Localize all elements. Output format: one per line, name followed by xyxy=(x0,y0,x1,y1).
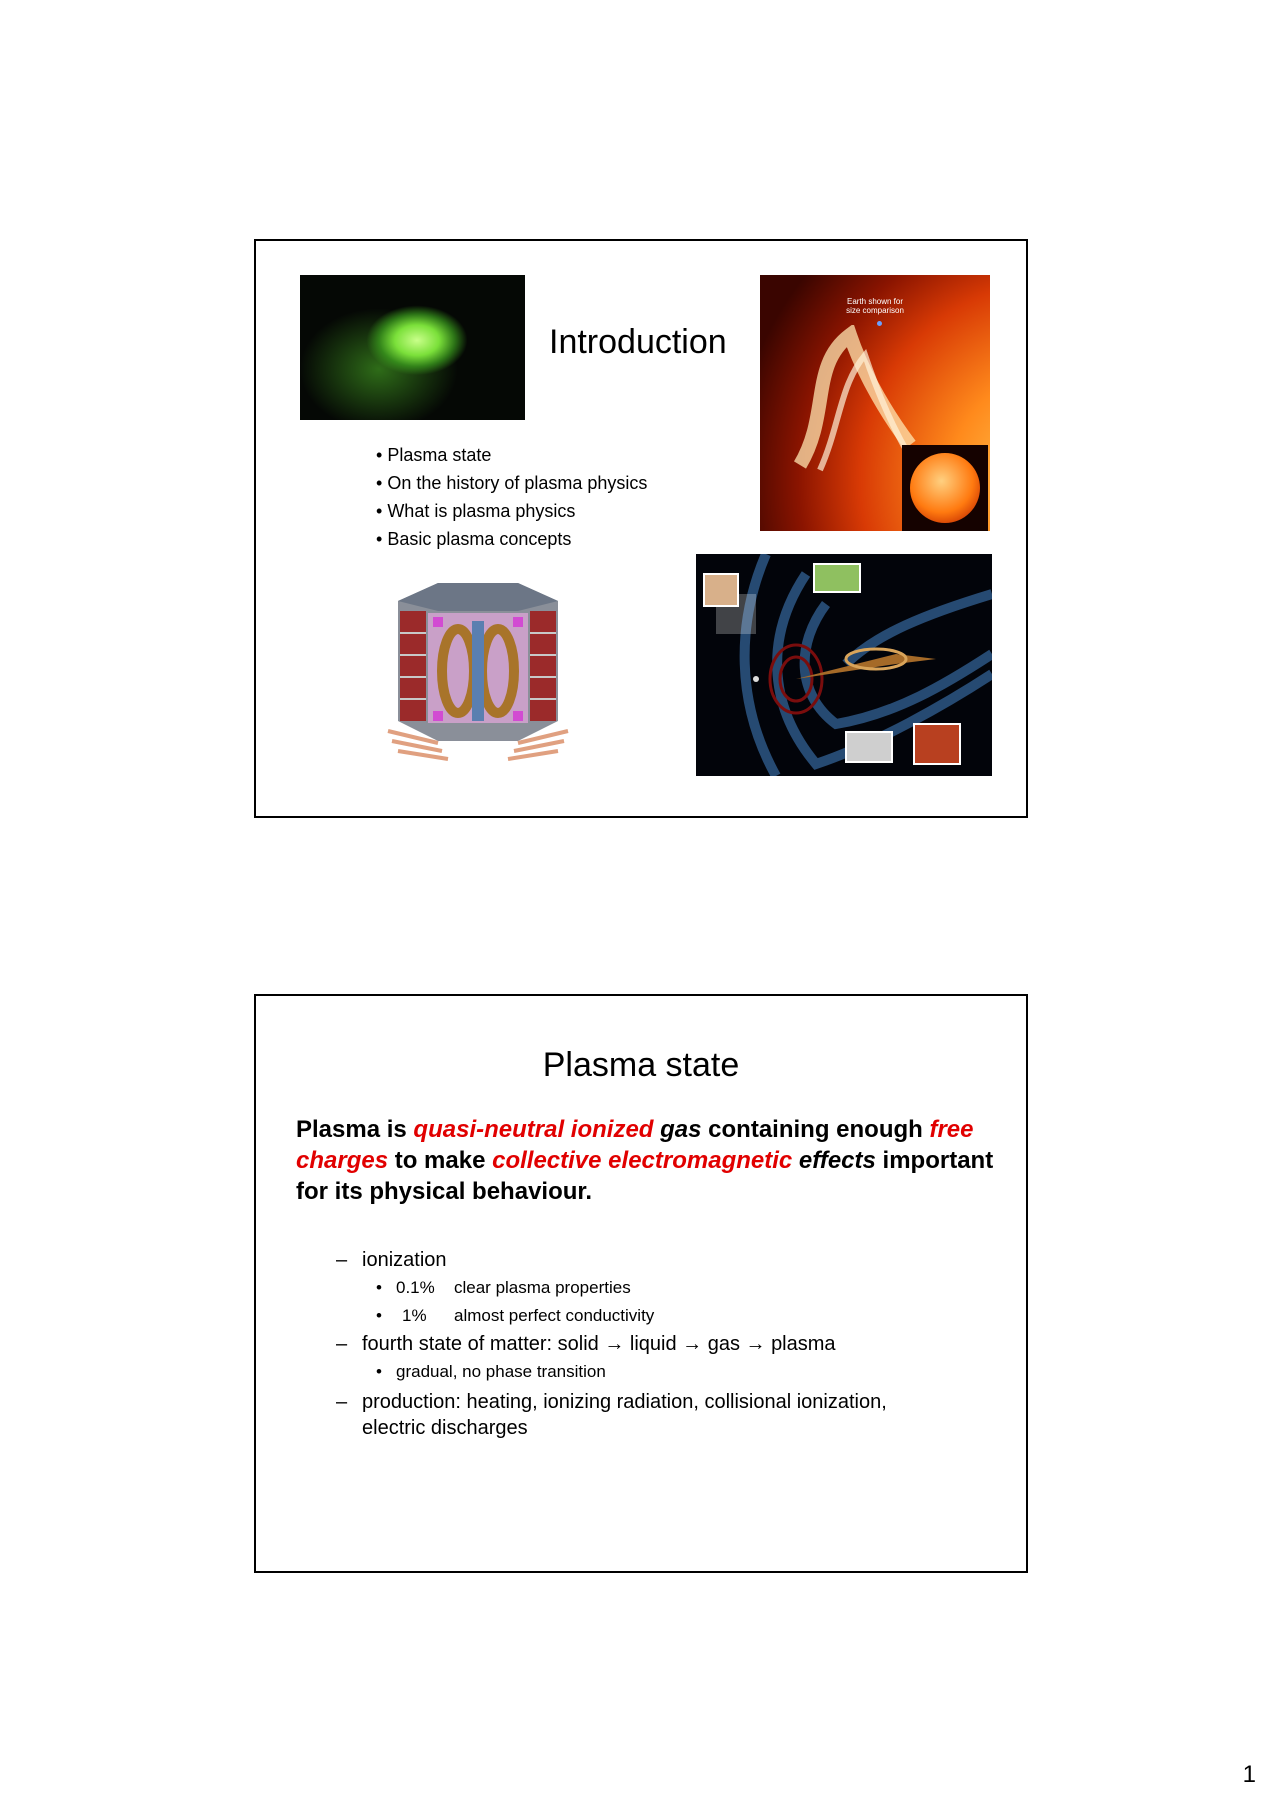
list-item-fourth-state: – fourth state of matter: solid → liquid → gas → plasma xyxy=(336,1333,836,1355)
tokamak-image xyxy=(378,571,578,771)
definition-emphasis: effects xyxy=(792,1147,876,1174)
magnetosphere-image xyxy=(696,554,992,776)
sub-item-ionization-01: • 0.1% clear plasma properties xyxy=(376,1276,631,1300)
aurora-image xyxy=(300,275,525,420)
list-item-ionization: – ionization xyxy=(336,1249,447,1271)
sub-item-ionization-1: • 1% almost perfect conductivity xyxy=(376,1304,654,1328)
definition-text: Plasma is xyxy=(296,1116,414,1143)
definition-text: containing enough xyxy=(701,1116,930,1143)
page-number: 1 xyxy=(1242,1761,1256,1788)
list-item-text: fourth state of matter: solid → liquid → gas → plasma xyxy=(362,1333,836,1355)
sub-item-value: 0.1% xyxy=(396,1278,435,1297)
topic-item: • What is plasma physics xyxy=(376,497,647,525)
slide-plasma-state xyxy=(254,994,1028,1573)
sub-item-value: 1% xyxy=(402,1306,427,1325)
topic-item: • Plasma state xyxy=(376,441,647,469)
slide-introduction xyxy=(254,239,1028,818)
definition-text: important for its physical behaviour. xyxy=(296,1147,994,1205)
plasma-definition xyxy=(296,1114,996,1207)
definition-highlight: quasi-neutral ionized xyxy=(413,1116,654,1143)
list-item-text: production: heating, ionizing radiation, collisional ionization, xyxy=(362,1391,887,1413)
definition-highlight: collective electromagnetic xyxy=(492,1147,793,1174)
list-item-production: – production: heating, ionizing radiation, collisional ionization, xyxy=(336,1391,887,1413)
topic-item: • Basic plasma concepts xyxy=(376,525,647,553)
slide-title: Introduction xyxy=(549,323,727,361)
sun-image xyxy=(760,275,990,531)
sub-item-gradual: • gradual, no phase transition xyxy=(376,1362,606,1381)
topic-item: • On the history of plasma physics xyxy=(376,469,647,497)
sub-item-text: clear plasma properties xyxy=(454,1278,631,1297)
topic-list xyxy=(376,441,647,553)
list-item-text: ionization xyxy=(362,1249,447,1271)
sun-inset-image xyxy=(902,445,988,531)
sub-item-text: almost perfect conductivity xyxy=(454,1306,655,1325)
definition-highlight: free charges xyxy=(296,1116,974,1174)
definition-emphasis: gas xyxy=(653,1116,702,1143)
sub-item-text: gradual, no phase transition xyxy=(396,1362,606,1381)
list-item-production-cont: electric discharges xyxy=(362,1417,528,1439)
definition-text: to make xyxy=(388,1147,493,1174)
slide-title: Plasma state xyxy=(542,1046,740,1084)
sun-caption: Earth shown for size comparison xyxy=(846,297,904,315)
